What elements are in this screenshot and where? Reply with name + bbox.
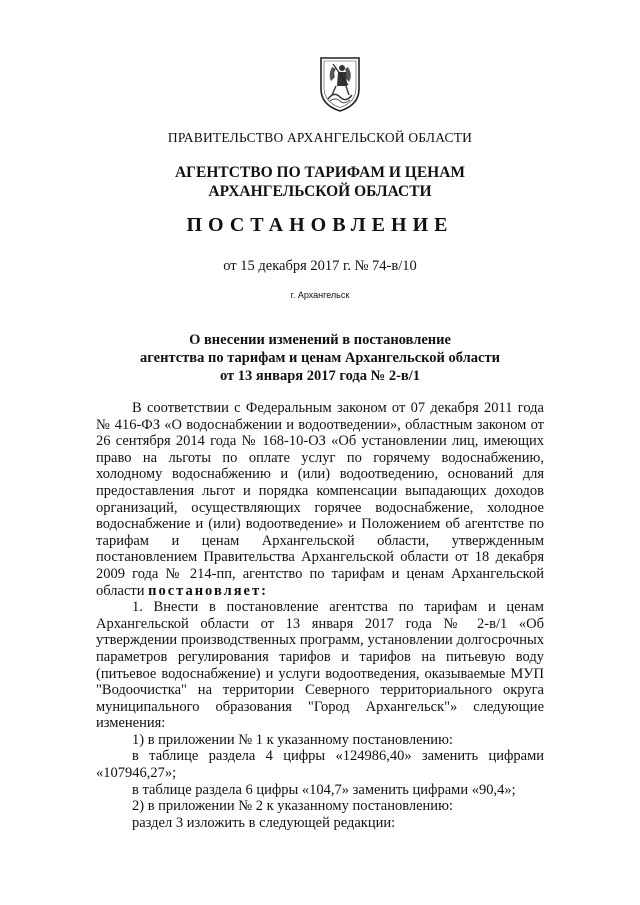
- item-1-paragraph: 1. Внести в постановление агентства по тарифам и ценам Архангельской области от 13 января 2017 года № 2-в/1 «Об утверждении производственных программ, установлении долгосрочных параметров регулирования тарифов и тарифов на питьевую воду (питьевое водоснабжение) и услуги водоотведения, оказываемые МУП "Водоочистка" на территории Северного территориального округа муниципального образования "Город Архангельск"» следующие изменения:: [96, 599, 544, 732]
- subject-line-3: от 13 января 2017 года № 2-в/1: [219, 368, 421, 384]
- agency-name-line-1: АГЕНТСТВО ПО ТАРИФАМ И ЦЕНАМ: [174, 164, 466, 181]
- agency-name-line-2: АРХАНГЕЛЬСКОЙ ОБЛАСТИ: [208, 183, 432, 200]
- resolves-keyword: постановляет:: [148, 582, 268, 599]
- document-body: [96, 400, 544, 831]
- coat-of-arms-emblem: [318, 55, 362, 113]
- subitem-1-table6-paragraph: в таблице раздела 6 цифры «104,7» заменить цифрами «90,4»;: [132, 781, 516, 798]
- document-subject: [0, 331, 640, 385]
- document-type-title: ПОСТАНОВЛЕНИЕ: [186, 214, 454, 236]
- preamble-paragraph: [96, 400, 544, 599]
- agency-name: [0, 163, 640, 201]
- government-name: ПРАВИТЕЛЬСТВО АРХАНГЕЛЬСКОЙ ОБЛАСТИ: [167, 130, 473, 145]
- subitem-1-table4-paragraph: в таблице раздела 4 цифры «124986,40» заменить цифрами «107946,27»;: [96, 748, 544, 782]
- subitem-2-paragraph: 2) в приложении № 2 к указанному постановлению:: [132, 798, 453, 815]
- preamble-text: В соответствии с Федеральным законом от 07 декабря 2011 года № 416-ФЗ «О водоснабжении и водоотведении», областным законом от 26 сентября 2014 года № 168-10-ОЗ «Об установлении лиц, имеющих право на льготы по оплате услуг по горячему водоснабжению, холодному водоснабжению и (или) водоотведению, оснований для предоставления льгот и порядка компенсации выпадающих доходов организаций, осуществляющих горячее водоснабжение, холодное водоснабжение и (или) водоотведение» и Положением об агентстве по тарифам и ценам Архангельской области, утвержденным постановлением Правительства Архангельской области от 18 декабря 2009 года № 214-пп, агентство по тарифам и ценам Архангельской области: [96, 400, 544, 599]
- subject-line-2: агентства по тарифам и ценам Архангельской области: [140, 350, 500, 366]
- subject-line-1: О внесении изменений в постановление: [189, 332, 451, 348]
- document-city: г. Архангельск: [290, 290, 350, 300]
- subitem-2-section3-paragraph: раздел 3 изложить в следующей редакции:: [132, 814, 396, 831]
- document-date-number: от 15 декабря 2017 г. № 74-в/10: [223, 258, 417, 274]
- subitem-1-paragraph: 1) в приложении № 1 к указанному постановлению:: [132, 731, 453, 748]
